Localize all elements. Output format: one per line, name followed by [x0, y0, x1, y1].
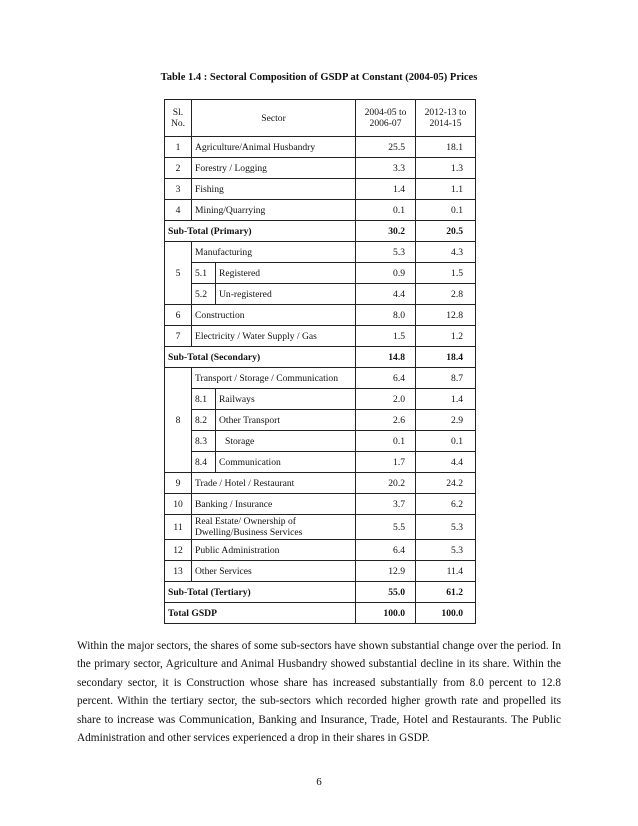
- subtotal-row-secondary: [165, 347, 476, 368]
- row-sector: Public Administration: [192, 540, 356, 561]
- row-value-p1: 25.5: [356, 137, 416, 158]
- row-value-p1: 0.1: [356, 431, 416, 452]
- row-sector: Un-registered: [216, 284, 356, 305]
- row-sub-sl: 8.2: [192, 410, 216, 431]
- subtotal-label: Sub-Total (Secondary): [165, 347, 356, 368]
- table-row: [165, 368, 476, 389]
- row-sl: 8: [165, 368, 192, 473]
- body-paragraph: Within the major sectors, the shares of some sub-sectors have shown substantial change over the period. In the primary sector, Agriculture and Animal Husbandry showed substantial decline in its share. Within the secondary sector, it is Construction whose share has increased substantially from 8.0 percent to 12.8 percent. Within the tertiary sector, the sub-sectors which recorded higher growth rate and propelled its share to increase was Communication, Banking and Insurance, Trade, Hotel and Restaurants. The Public Administration and other services experienced a drop in their shares in GSDP.: [77, 640, 561, 745]
- row-sl: 2: [165, 158, 192, 179]
- row-value-p2: 5.3: [416, 515, 476, 540]
- table-row: [165, 242, 476, 263]
- row-sector: Storage: [216, 431, 356, 452]
- subtotal-row-tertiary: [165, 582, 476, 603]
- row-value-p1: 5.5: [356, 515, 416, 540]
- row-value-p1: 2.0: [356, 389, 416, 410]
- row-sector: Construction: [192, 305, 356, 326]
- subtotal-value-p1: 14.8: [356, 347, 416, 368]
- table-row: [165, 494, 476, 515]
- total-row: [165, 603, 476, 624]
- table-row: [165, 284, 476, 305]
- table-row: [165, 473, 476, 494]
- row-value-p2: 18.1: [416, 137, 476, 158]
- row-sub-sl: 8.1: [192, 389, 216, 410]
- row-sub-sl: 8.4: [192, 452, 216, 473]
- row-value-p2: 4.3: [416, 242, 476, 263]
- subtotal-value-p2: 18.4: [416, 347, 476, 368]
- table-row: [165, 158, 476, 179]
- total-value-p1: 100.0: [356, 603, 416, 624]
- table-row: [165, 515, 476, 540]
- row-value-p1: 1.5: [356, 326, 416, 347]
- row-sector: Communication: [216, 452, 356, 473]
- gsdp-composition-table: [164, 99, 476, 624]
- table-row: [165, 540, 476, 561]
- table-row: [165, 389, 476, 410]
- subtotal-value-p1: 30.2: [356, 221, 416, 242]
- row-value-p1: 8.0: [356, 305, 416, 326]
- header-sl-no: Sl. No.: [165, 100, 192, 137]
- header-sector: Sector: [192, 100, 356, 137]
- row-sub-sl: 5.2: [192, 284, 216, 305]
- header-period-1: 2004-05 to 2006-07: [356, 100, 416, 137]
- row-sl: 1: [165, 137, 192, 158]
- row-value-p2: 8.7: [416, 368, 476, 389]
- row-value-p2: 1.4: [416, 389, 476, 410]
- table-row: [165, 326, 476, 347]
- header-period-2: 2012-13 to 2014-15: [416, 100, 476, 137]
- subtotal-label: Sub-Total (Primary): [165, 221, 356, 242]
- row-sector: Banking / Insurance: [192, 494, 356, 515]
- total-label: Total GSDP: [165, 603, 356, 624]
- table-caption: Table 1.4 : Sectoral Composition of GSDP at Constant (2004-05) Prices: [160, 72, 478, 83]
- row-sector: Electricity / Water Supply / Gas: [192, 326, 356, 347]
- total-value-p2: 100.0: [416, 603, 476, 624]
- row-value-p1: 5.3: [356, 242, 416, 263]
- table-row: [165, 452, 476, 473]
- subtotal-value-p2: 61.2: [416, 582, 476, 603]
- row-value-p1: 0.1: [356, 200, 416, 221]
- row-sector: Registered: [216, 263, 356, 284]
- row-value-p1: 0.9: [356, 263, 416, 284]
- row-value-p1: 3.3: [356, 158, 416, 179]
- subtotal-value-p1: 55.0: [356, 582, 416, 603]
- row-value-p2: 2.9: [416, 410, 476, 431]
- row-sector: Railways: [216, 389, 356, 410]
- row-sl: 5: [165, 242, 192, 305]
- table-row: [165, 179, 476, 200]
- row-sl: 12: [165, 540, 192, 561]
- row-sector: Manufacturing: [192, 242, 356, 263]
- row-value-p2: 1.3: [416, 158, 476, 179]
- table-row: [165, 305, 476, 326]
- table-row: [165, 410, 476, 431]
- row-sl: 13: [165, 561, 192, 582]
- row-value-p1: 4.4: [356, 284, 416, 305]
- row-value-p2: 12.8: [416, 305, 476, 326]
- row-sector: Fishing: [192, 179, 356, 200]
- row-sector: Mining/Quarrying: [192, 200, 356, 221]
- row-value-p1: 6.4: [356, 368, 416, 389]
- row-value-p2: 6.2: [416, 494, 476, 515]
- row-value-p2: 11.4: [416, 561, 476, 582]
- row-sl: 4: [165, 200, 192, 221]
- row-sl: 11: [165, 515, 192, 540]
- row-value-p1: 1.7: [356, 452, 416, 473]
- row-value-p1: 6.4: [356, 540, 416, 561]
- row-value-p1: 12.9: [356, 561, 416, 582]
- row-value-p2: 24.2: [416, 473, 476, 494]
- row-value-p2: 1.1: [416, 179, 476, 200]
- row-sector: Trade / Hotel / Restaurant: [192, 473, 356, 494]
- row-sector: Other Services: [192, 561, 356, 582]
- table-row: [165, 200, 476, 221]
- subtotal-row-primary: [165, 221, 476, 242]
- subtotal-label: Sub-Total (Tertiary): [165, 582, 356, 603]
- table-row: [165, 263, 476, 284]
- page-number: 6: [316, 776, 322, 788]
- row-sector: Transport / Storage / Communication: [192, 368, 356, 389]
- row-value-p2: 0.1: [416, 431, 476, 452]
- row-sl: 9: [165, 473, 192, 494]
- row-value-p1: 3.7: [356, 494, 416, 515]
- row-sl: 6: [165, 305, 192, 326]
- table-row: [165, 561, 476, 582]
- row-value-p2: 1.2: [416, 326, 476, 347]
- row-sub-sl: 5.1: [192, 263, 216, 284]
- subtotal-value-p2: 20.5: [416, 221, 476, 242]
- row-sub-sl: 8.3: [192, 431, 216, 452]
- table-row: [165, 431, 476, 452]
- row-sl: 10: [165, 494, 192, 515]
- row-value-p2: 0.1: [416, 200, 476, 221]
- row-sector: Forestry / Logging: [192, 158, 356, 179]
- row-value-p2: 2.8: [416, 284, 476, 305]
- row-sl: 7: [165, 326, 192, 347]
- row-value-p2: 4.4: [416, 452, 476, 473]
- row-value-p1: 1.4: [356, 179, 416, 200]
- table-row: [165, 137, 476, 158]
- row-sl: 3: [165, 179, 192, 200]
- table-header-row: [165, 100, 476, 137]
- row-value-p1: 2.6: [356, 410, 416, 431]
- row-sector: Other Transport: [216, 410, 356, 431]
- row-value-p2: 1.5: [416, 263, 476, 284]
- row-sector: Real Estate/ Ownership of Dwelling/Business Services: [192, 515, 356, 540]
- row-value-p1: 20.2: [356, 473, 416, 494]
- row-sector: Agriculture/Animal Husbandry: [192, 137, 356, 158]
- row-value-p2: 5.3: [416, 540, 476, 561]
